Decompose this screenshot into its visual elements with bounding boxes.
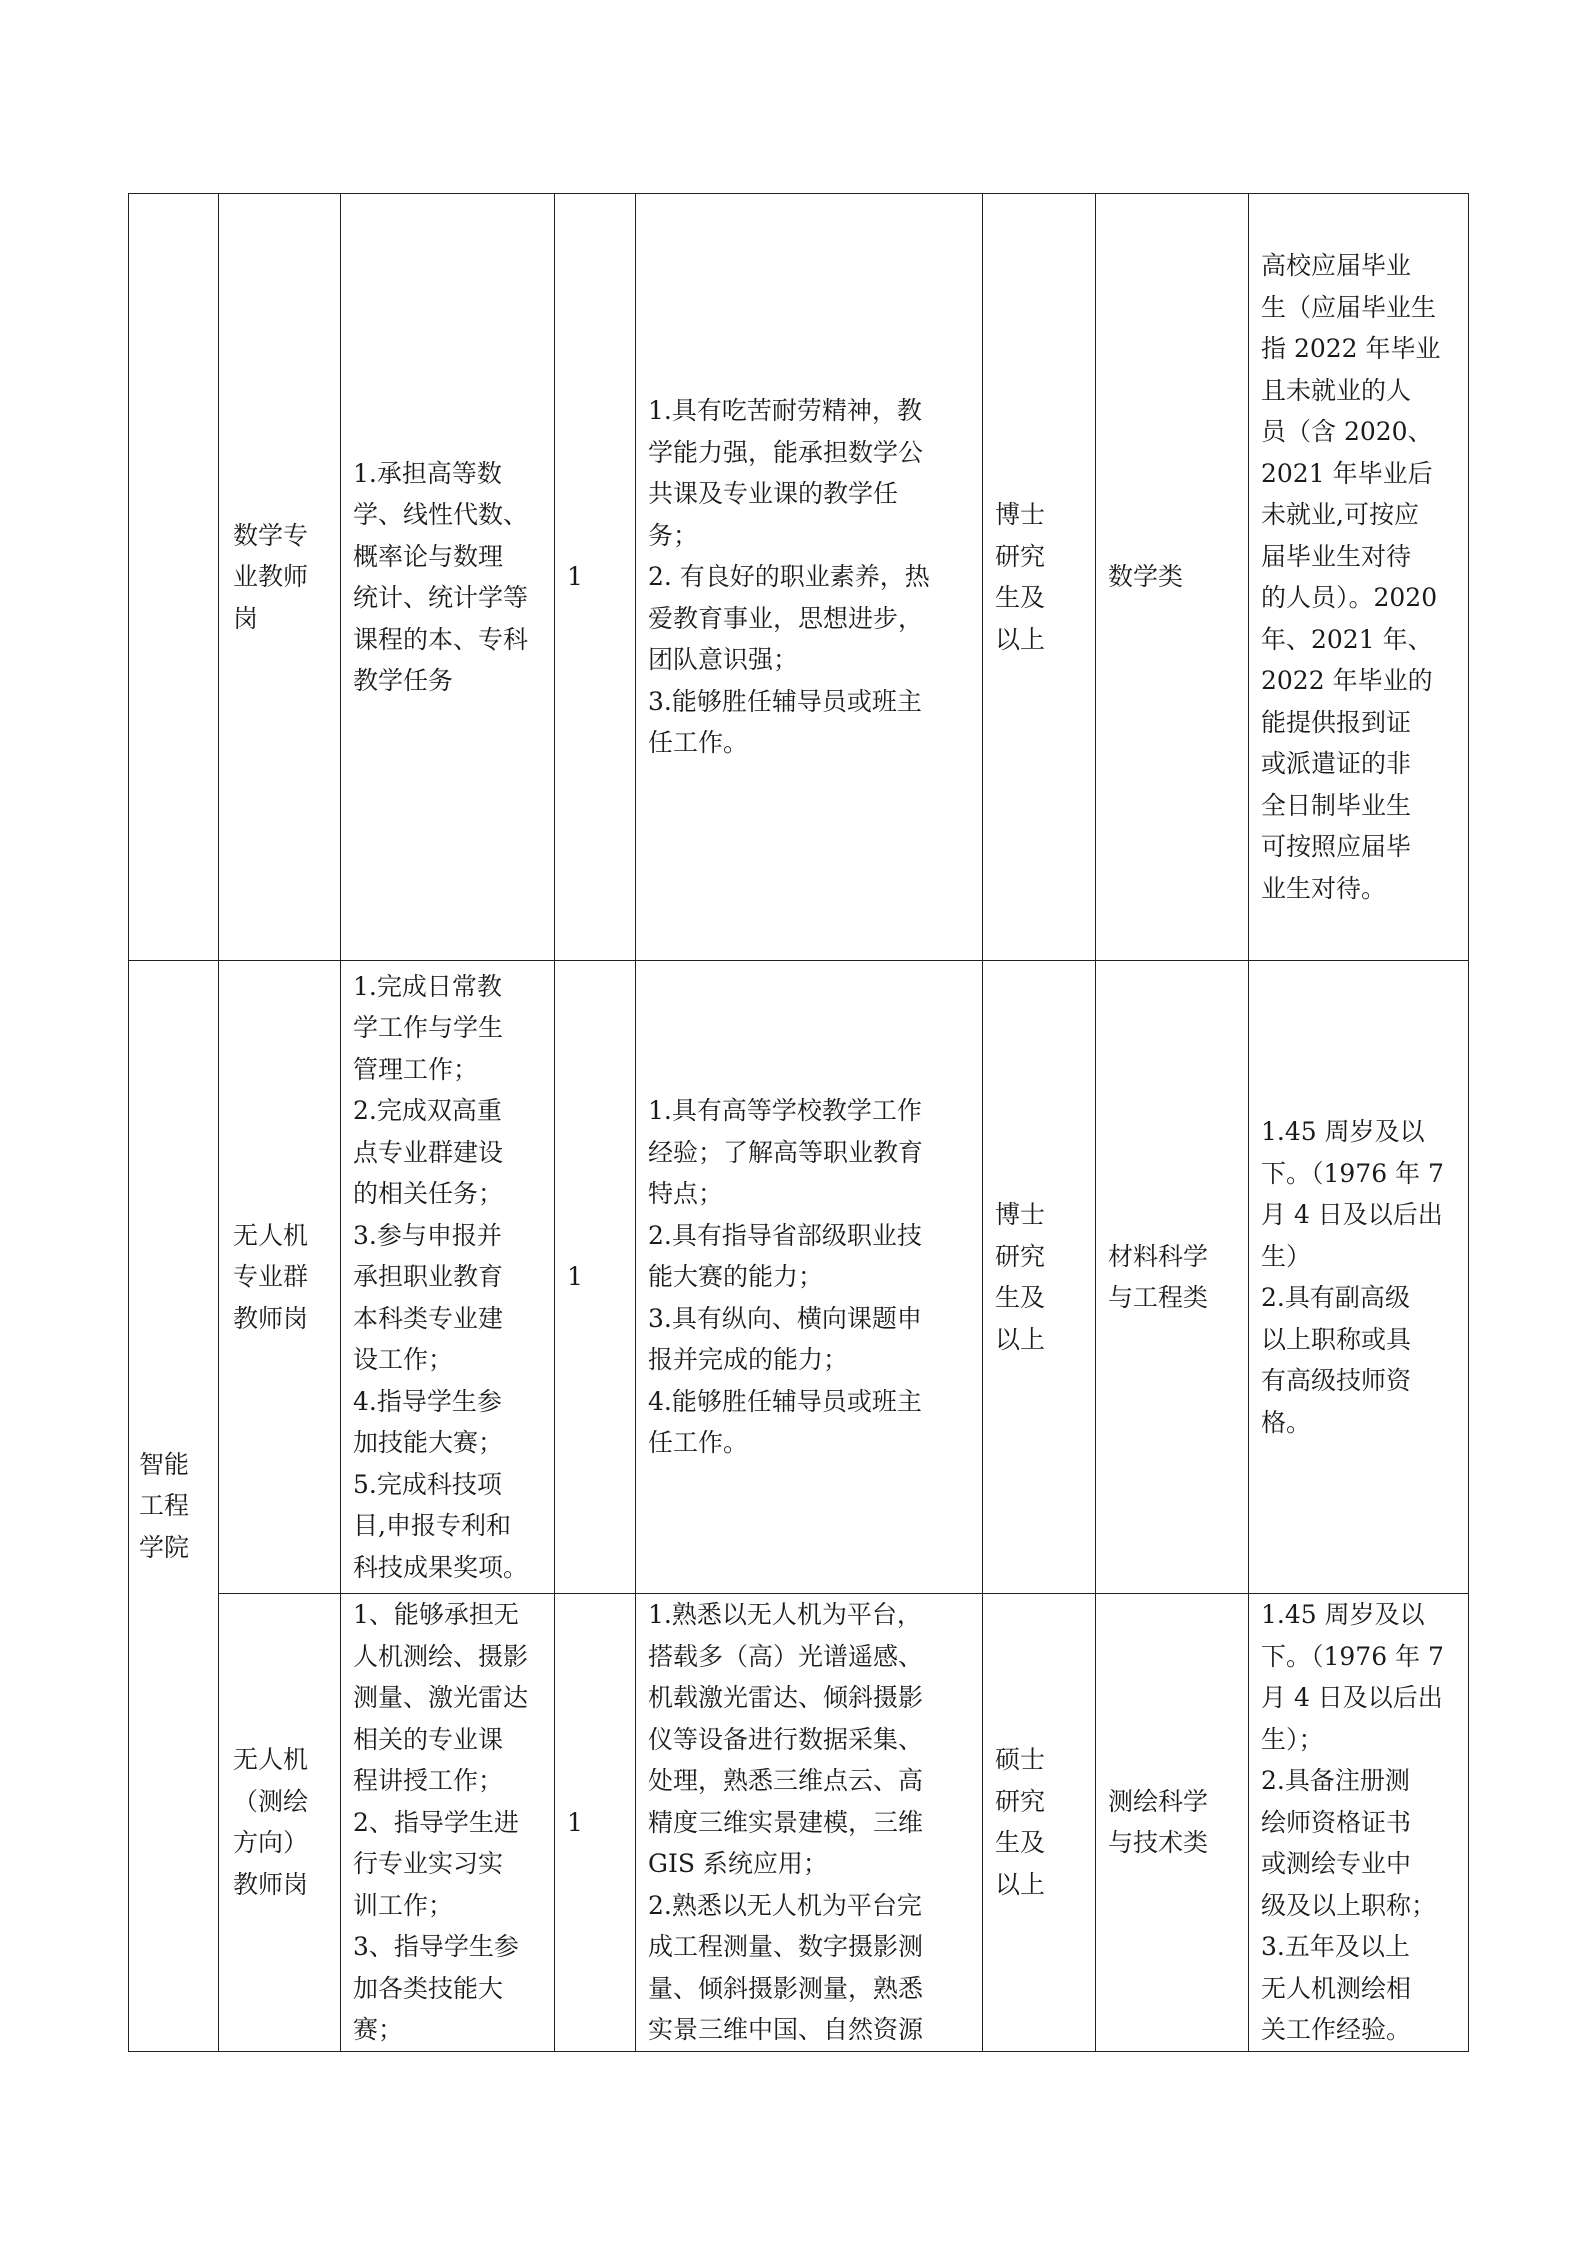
position-cell: 数学专 业教师 岗 — [219, 194, 341, 961]
education-cell: 博士 研究 生及 以上 — [983, 194, 1096, 961]
table-row — [129, 1594, 1469, 2052]
count-cell: 1 — [555, 1594, 636, 2052]
duties-cell: 1.承担高等数 学、线性代数、 概率论与数理 统计、统计学等 课程的本、专科 教学任务 — [341, 194, 555, 961]
duties-cell: 1、能够承担无 人机测绘、摄影 测量、激光雷达 相关的专业课 程讲授工作； 2、指导学生进 行专业实习实 训工作； 3、指导学生参 加各类技能大 赛； — [341, 1594, 555, 2052]
requirements-cell: 1.熟悉以无人机为平台， 搭载多（高）光谱遥感、 机载激光雷达、倾斜摄影 仪等设备进行数据采集、 处理，熟悉三维点云、高 精度三维实景建模，三维 GIS 系统应用； 2.熟悉以无人机为平台完 成工程测量、数字摄影测 量、倾斜摄影测量，熟悉 实景三维中国、自然资源 — [636, 1594, 983, 2052]
table-row — [129, 194, 1469, 961]
department-cell: 智能 工程 学院 — [129, 961, 219, 2052]
requirements-cell: 1.具有吃苦耐劳精神，教 学能力强，能承担数学公 共课及专业课的教学任 务； 2. 有良好的职业素养，热 爱教育事业，思想进步， 团队意识强； 3.能够胜任辅导员或班主 任工作。 — [636, 194, 983, 961]
position-cell: 无人机 专业群 教师岗 — [219, 961, 341, 1594]
duties-cell: 1.完成日常教 学工作与学生 管理工作； 2.完成双高重 点专业群建设 的相关任务； 3.参与申报并 承担职业教育 本科类专业建 设工作； 4.指导学生参 加技能大赛； 5.完成科技项 目,申报专利和 科技成果奖项。 — [341, 961, 555, 1594]
education-cell: 硕士 研究 生及 以上 — [983, 1594, 1096, 2052]
education-cell: 博士 研究 生及 以上 — [983, 961, 1096, 1594]
major-cell: 材料科学 与工程类 — [1096, 961, 1249, 1594]
other-conditions-cell: 高校应届毕业 生（应届毕业生 指 2022 年毕业 且未就业的人 员（含 2020、 2021 年毕业后 未就业,可按应 届毕业生对待 的人员）。2020 年、2021 年、 2022 年毕业的 能提供报到证 或派遣证的非 全日制毕业生 可按照应届毕 业生对待。 — [1249, 194, 1469, 961]
count-cell: 1 — [555, 961, 636, 1594]
count-cell: 1 — [555, 194, 636, 961]
major-cell: 数学类 — [1096, 194, 1249, 961]
major-cell: 测绘科学 与技术类 — [1096, 1594, 1249, 2052]
department-cell — [129, 194, 219, 961]
requirements-cell: 1.具有高等学校教学工作 经验；了解高等职业教育 特点； 2.具有指导省部级职业技 能大赛的能力； 3.具有纵向、横向课题申 报并完成的能力； 4.能够胜任辅导员或班主 任工作。 — [636, 961, 983, 1594]
position-cell: 无人机 （测绘 方向） 教师岗 — [219, 1594, 341, 2052]
other-conditions-cell: 1.45 周岁及以 下。（1976 年 7 月 4 日及以后出 生）； 2.具备注册测 绘师资格证书 或测绘专业中 级及以上职称； 3.五年及以上 无人机测绘相 关工作经验。 — [1249, 1594, 1469, 2052]
recruitment-table — [128, 193, 1469, 2052]
table-row — [129, 961, 1469, 1594]
other-conditions-cell: 1.45 周岁及以 下。（1976 年 7 月 4 日及以后出 生） 2.具有副高级 以上职称或具 有高级技师资 格。 — [1249, 961, 1469, 1594]
